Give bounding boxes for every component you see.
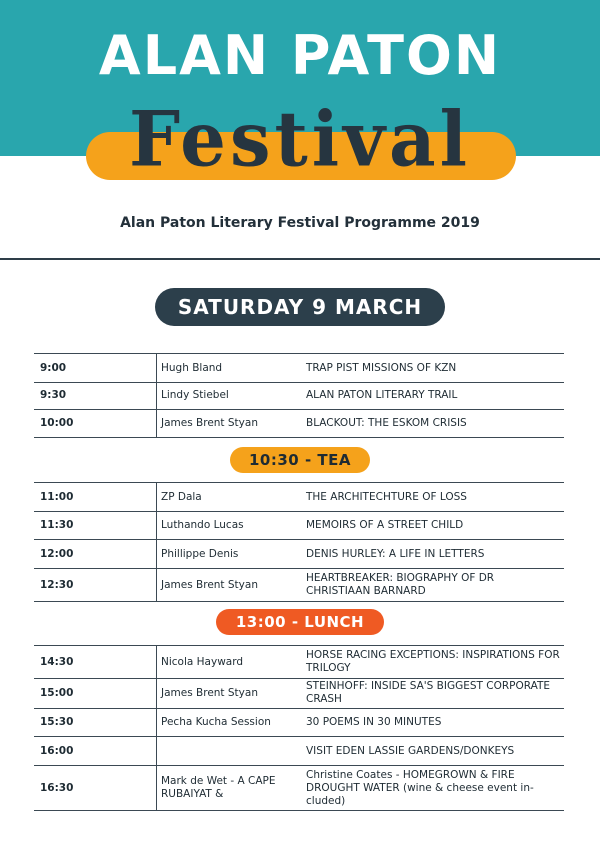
schedule-row	[34, 766, 564, 811]
row-title: STEINHOFF: INSIDE SA'S BIGGEST CORPORATE CRASH	[306, 680, 551, 705]
row-speaker: Luthando Lucas	[156, 511, 301, 539]
schedule-row	[34, 511, 564, 540]
festival-title: ALAN PATON	[98, 24, 502, 87]
row-time: 9:00	[40, 361, 67, 374]
row-title: MEMOIRS OF A STREET CHILD	[306, 518, 464, 531]
row-title: VISIT EDEN LASSIE GARDENS/DONKEYS	[306, 744, 515, 757]
schedule-row	[34, 709, 564, 737]
row-title: ALAN PATON LITERARY TRAIL	[306, 389, 458, 401]
row-speaker: James Brent Styan	[156, 569, 301, 601]
row-time: 9:30	[40, 389, 67, 401]
header-divider	[0, 258, 600, 260]
row-time: 12:00	[40, 547, 74, 560]
row-speaker: Lindy Stiebel	[156, 382, 301, 409]
schedule-row	[34, 540, 564, 569]
schedule-row	[34, 737, 564, 766]
row-title: BLACKOUT: THE ESKOM CRISIS	[306, 417, 467, 429]
tea-break-pill: 10:30 - TEA	[230, 447, 370, 473]
row-speaker: Hugh Bland	[156, 354, 301, 382]
row-speaker: James Brent Styan	[156, 410, 301, 437]
row-title: Christine Coates - HOMEGROWN & FIRE DROUGHT WATER (wine & cheese event in-cluded)	[306, 768, 534, 807]
schedule-row	[34, 353, 564, 383]
row-time: 10:00	[40, 417, 74, 429]
schedule-row	[34, 678, 564, 709]
row-title: HEARTBREAKER: BIOGRAPHY OF DR CHRISTIAAN BARNARD	[306, 572, 495, 597]
row-speaker: James Brent Styan	[156, 678, 301, 708]
row-speaker: Nicola Hayward	[156, 646, 301, 678]
row-title: HORSE RACING EXCEPTIONS: INSPIRATIONS FOR TRILOGY	[306, 649, 560, 674]
row-speaker	[156, 737, 301, 765]
row-title: 30 POEMS IN 30 MINUTES	[306, 716, 442, 728]
row-time: 16:30	[40, 781, 74, 794]
row-title: THE ARCHITECHTURE OF LOSS	[306, 490, 467, 503]
schedule-row	[34, 482, 564, 512]
schedule-row	[34, 410, 564, 438]
row-time: 12:30	[40, 578, 74, 591]
row-speaker: Phillippe Denis	[156, 540, 301, 568]
lunch-break-pill: 13:00 - LUNCH	[216, 609, 384, 635]
day-heading: SATURDAY 9 MARCH	[155, 288, 445, 326]
programme-subtitle: Alan Paton Literary Festival Programme 2019	[120, 215, 480, 231]
row-speaker: Mark de Wet - A CAPE RUBAIYAT &	[156, 766, 301, 810]
row-time: 14:30	[40, 655, 74, 668]
row-time: 15:30	[40, 716, 74, 728]
row-speaker: ZP Dala	[156, 483, 301, 511]
row-time: 11:30	[40, 518, 74, 531]
schedule-row	[34, 645, 564, 679]
festival-script-title: Festival	[129, 93, 471, 184]
row-speaker: Pecha Kucha Session	[156, 709, 301, 736]
row-title: DENIS HURLEY: A LIFE IN LETTERS	[306, 547, 485, 560]
row-time: 11:00	[40, 490, 74, 503]
row-time: 15:00	[40, 686, 74, 699]
row-title: TRAP PIST MISSIONS OF KZN	[306, 361, 457, 374]
schedule-row	[34, 569, 564, 602]
row-time: 16:00	[40, 744, 74, 757]
schedule-row	[34, 382, 564, 410]
